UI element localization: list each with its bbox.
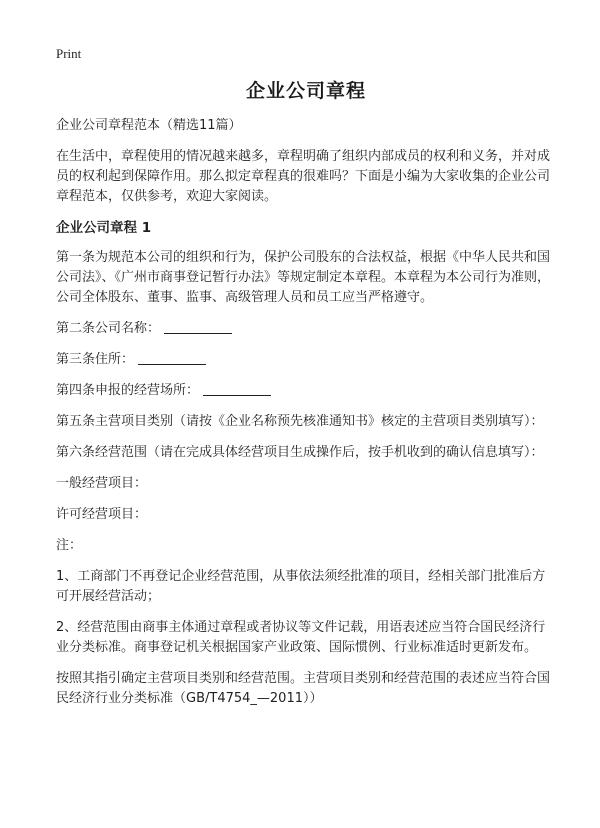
article-2	[56, 319, 556, 339]
intro-paragraph: 在生活中，章程使用的情况越来越多，章程明确了组织内部成员的权利和义务，并对成员的权利起到保障作用。那么拟定章程真的很难吗？下面是小编为大家收集的企业公司章程范本，仅供参考，欢迎大家阅读。	[56, 149, 551, 204]
article-4	[56, 381, 556, 401]
document	[56, 76, 556, 720]
article-1: 第一条为规范本公司的组织和行为，保护公司股东的合法权益，根据《中华人民共和国公司法》、《广州市商事登记暂行办法》等规定制定本章程。本章程为本公司行为准则，公司全体股东、董事、监事、高级管理人员和员工应当严格遵守。	[56, 250, 551, 305]
article-3-label: 第三条住所：	[56, 352, 135, 367]
article-4-label: 第四条申报的经营场所：	[56, 383, 200, 398]
note-label: 注：	[56, 538, 83, 553]
company-name-blank	[164, 319, 232, 334]
section-heading: 企业公司章程 1	[56, 220, 152, 236]
note-2: 2、经营范围由商事主体通过章程或者协议等文件记载，用语表述应当符合国民经济行业分类标准。商事登记机关根据国家产业政策、国际惯例、行业标准适时更新发布。	[56, 620, 546, 655]
document-subtitle: 企业公司章程范本（精选11篇）	[56, 118, 242, 133]
note-1: 1、工商部门不再登记企业经营范围，从事依法须经批准的项目，经相关部门批准后方可开展经营活动；	[56, 569, 546, 604]
article-6: 第六条经营范围（请在完成具体经营项目生成操作后，按手机收到的确认信息填写）：	[56, 445, 544, 460]
licensed-business-items: 许可经营项目：	[56, 507, 148, 522]
general-business-items: 一般经营项目：	[56, 476, 148, 491]
address-blank	[138, 350, 206, 365]
article-5: 第五条主营项目类别（请按《企业名称预先核准通知书》核定的主营项目类别填写）：	[56, 414, 544, 429]
print-link[interactable]: Print	[56, 46, 82, 61]
article-3	[56, 350, 556, 370]
business-place-blank	[203, 381, 271, 396]
article-2-label: 第二条公司名称：	[56, 321, 161, 336]
document-title: 企业公司章程	[245, 80, 366, 102]
closing-paragraph: 按照其指引确定主营项目类别和经营范围。主营项目类别和经营范围的表述应当符合国民经济行业分类标准（GB/T4754_—2011））	[56, 671, 551, 706]
